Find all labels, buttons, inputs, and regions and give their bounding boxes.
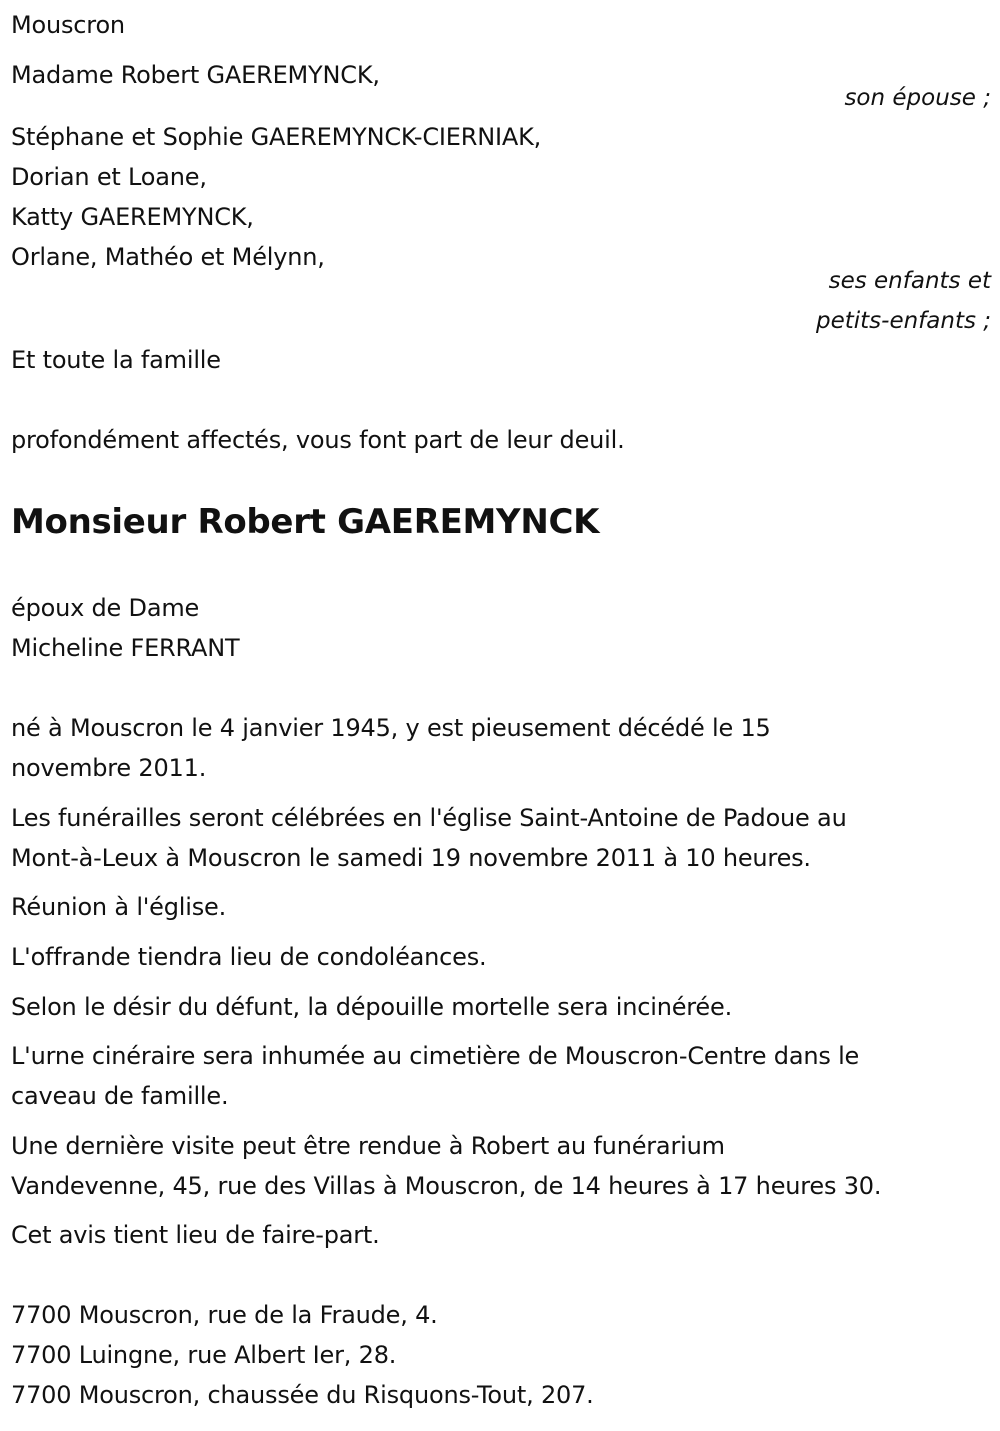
city-heading: Mouscron: [11, 11, 125, 39]
address-line: 7700 Mouscron, rue de la Fraude, 4.: [11, 1301, 438, 1329]
visit-text: Une dernière visite peut être rendue à Robert au funérarium: [11, 1132, 725, 1160]
notice-text: Cet avis tient lieu de faire-part.: [11, 1221, 380, 1249]
announcement-text: profondément affectés, vous font part de leur deuil.: [11, 426, 625, 454]
child-name: Stéphane et Sophie GAEREMYNCK-CIERNIAK,: [11, 123, 542, 151]
address-line: 7700 Mouscron, chaussée du Risquons-Tout, 207.: [11, 1381, 594, 1409]
birth-death-text: novembre 2011.: [11, 754, 207, 782]
spouse-of-line: époux de Dame: [11, 594, 200, 622]
child-name: Katty GAEREMYNCK,: [11, 203, 254, 231]
child-name: Dorian et Loane,: [11, 163, 207, 191]
visit-text: Vandevenne, 45, rue des Villas à Mouscron, de 14 heures à 17 heures 30.: [11, 1172, 882, 1200]
offering-text: L'offrande tiendra lieu de condoléances.: [11, 943, 487, 971]
deceased-name: Monsieur Robert GAEREMYNCK: [11, 502, 600, 542]
spouse-of-name: Micheline FERRANT: [11, 634, 240, 662]
children-relation: petits-enfants ;: [815, 308, 991, 334]
urn-text: L'urne cinéraire sera inhumée au cimetière de Mouscron-Centre dans le: [11, 1042, 860, 1070]
children-relation: ses enfants et: [828, 268, 991, 294]
cremation-text: Selon le désir du défunt, la dépouille mortelle sera incinérée.: [11, 993, 732, 1021]
spouse-relation: son épouse ;: [844, 85, 991, 111]
meeting-text: Réunion à l'église.: [11, 893, 227, 921]
child-name: Orlane, Mathéo et Mélynn,: [11, 243, 325, 271]
urn-text: caveau de famille.: [11, 1082, 229, 1110]
funeral-text: Les funérailles seront célébrées en l'église Saint-Antoine de Padoue au: [11, 804, 847, 832]
address-line: 7700 Luingne, rue Albert Ier, 28.: [11, 1341, 397, 1369]
funeral-text: Mont-à-Leux à Mouscron le samedi 19 novembre 2011 à 10 heures.: [11, 844, 811, 872]
birth-death-text: né à Mouscron le 4 janvier 1945, y est pieusement décédé le 15: [11, 714, 771, 742]
spouse-name: Madame Robert GAEREMYNCK,: [11, 61, 380, 89]
extended-family: Et toute la famille: [11, 346, 221, 374]
